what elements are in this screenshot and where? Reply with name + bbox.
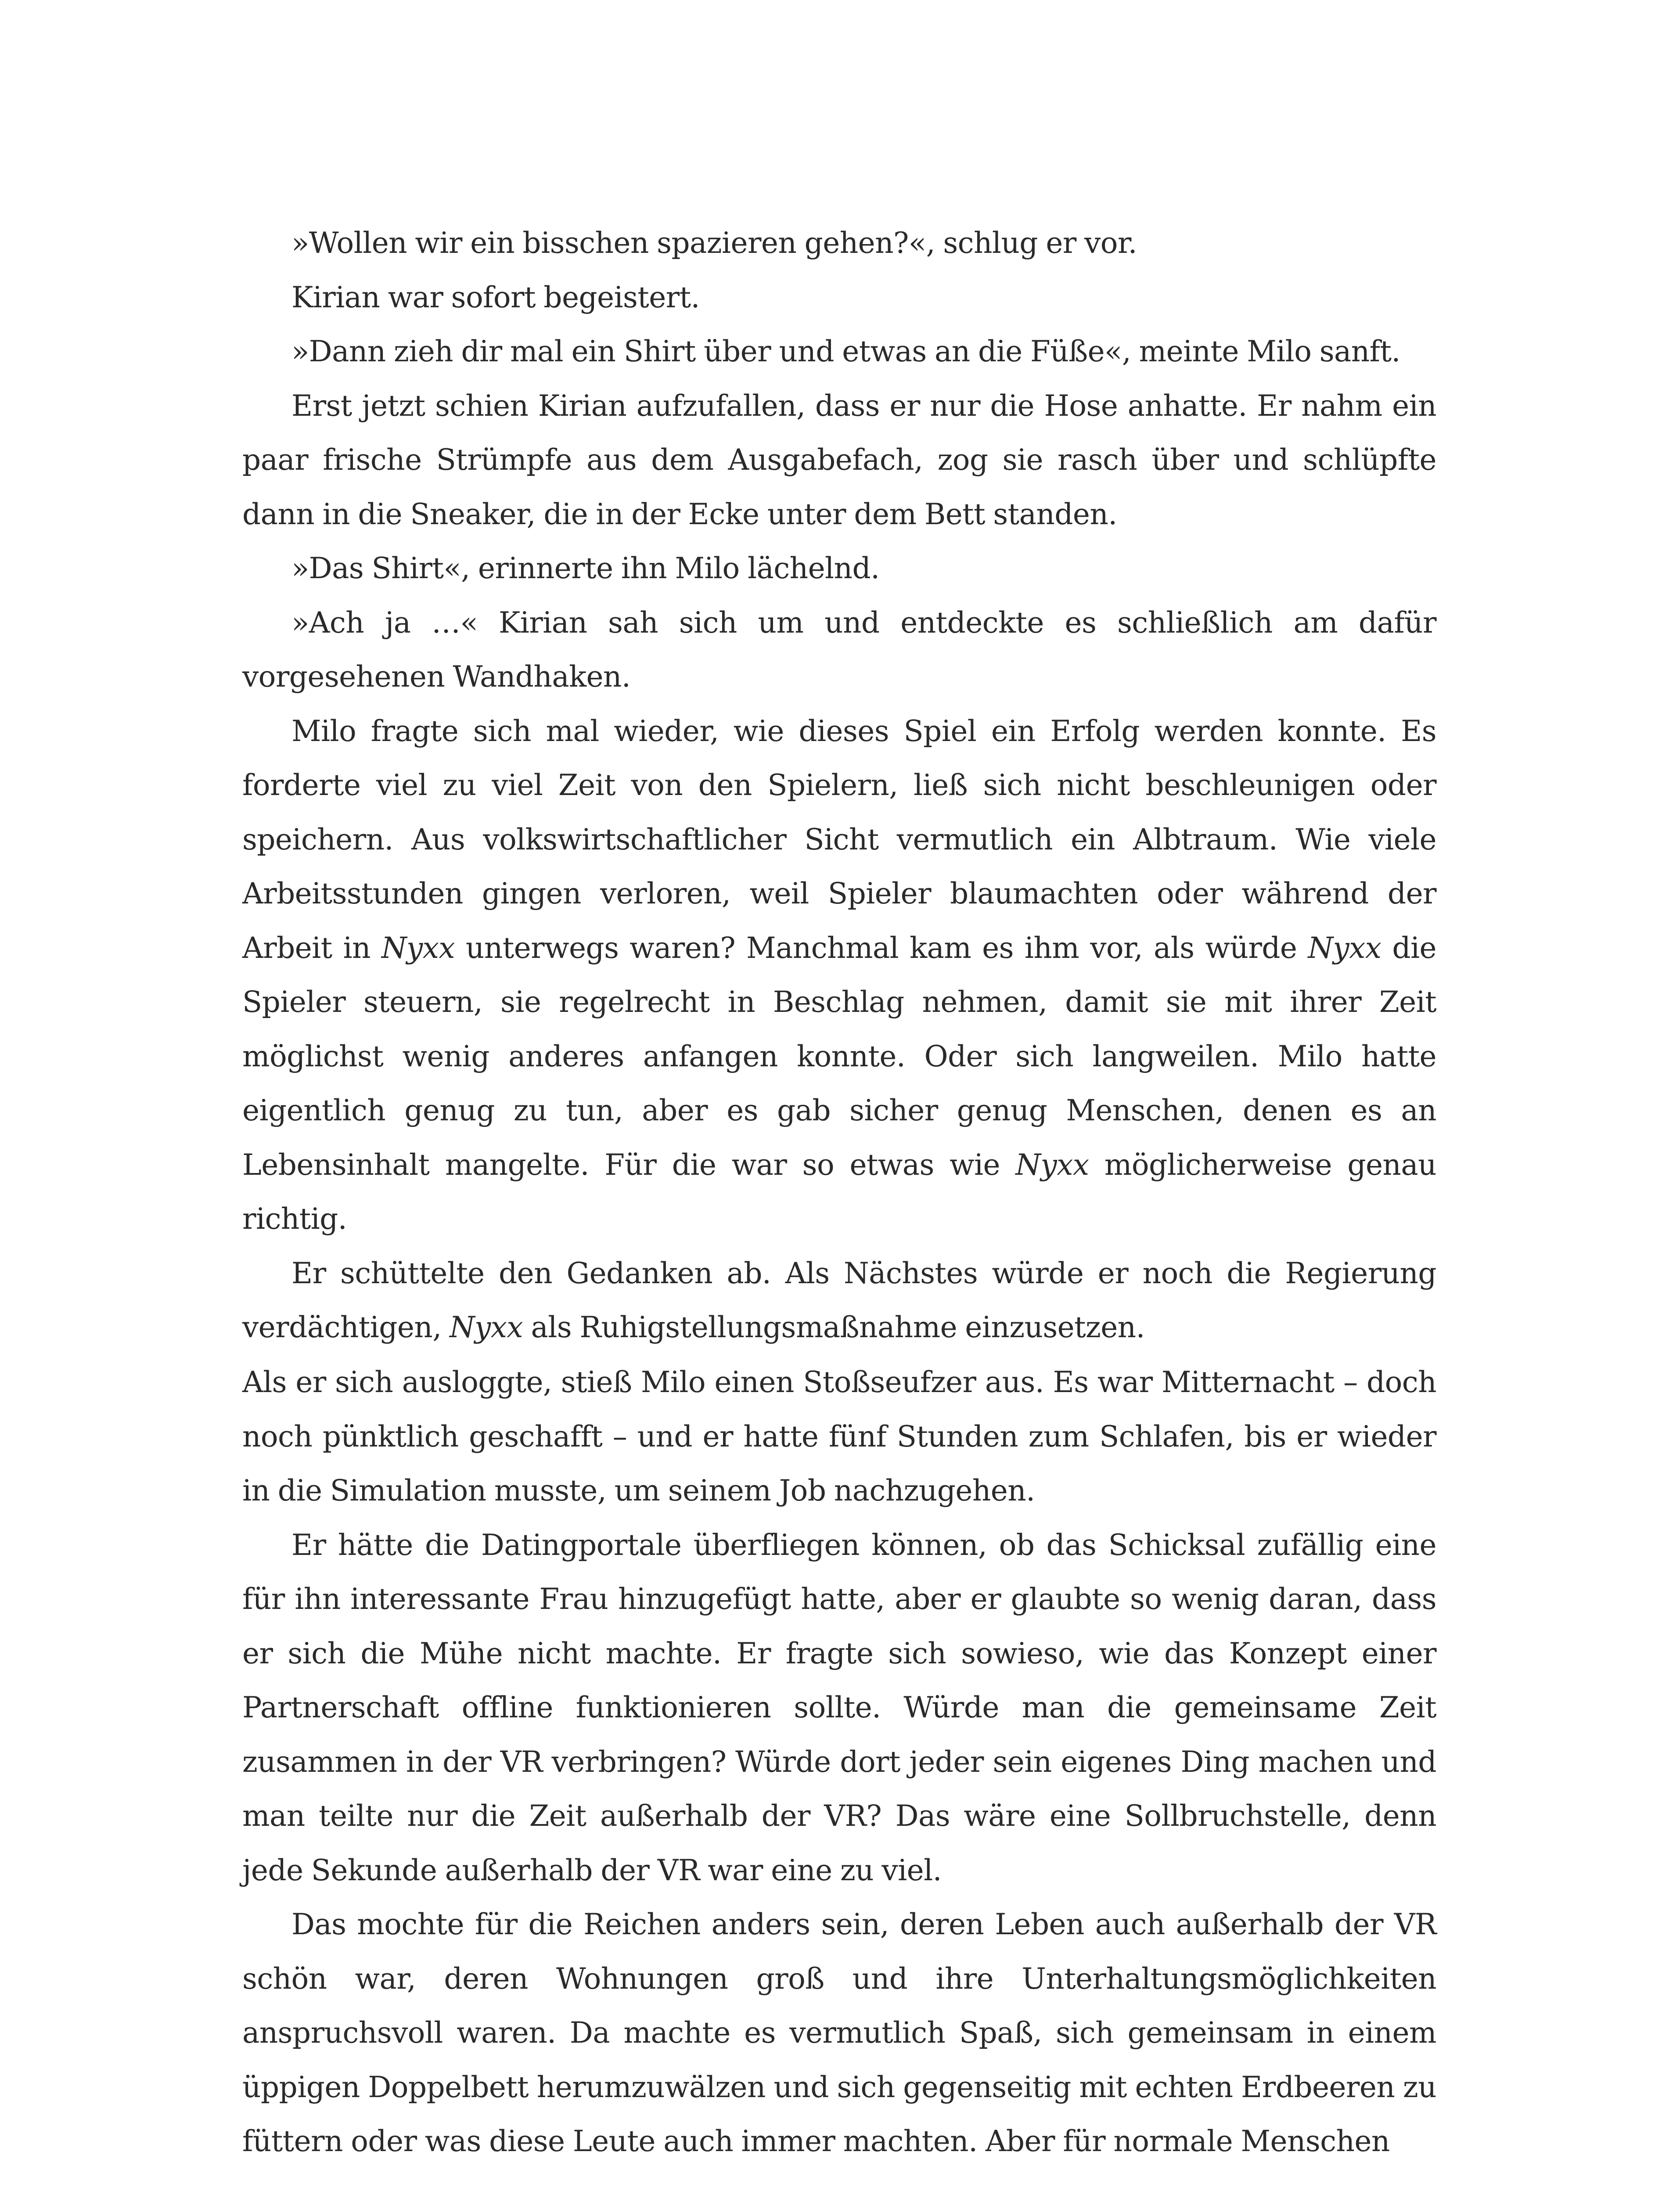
paragraph: Als er sich ausloggte, stieß Milo einen Stoßseufzer aus. Es war Mitternacht – doch noch pünktlich geschafft – und er hatte fünf Stunden zum Schlafen, bis er wieder in die Simulation musste, um seinem Job nachzugehen. xyxy=(242,1365,1436,1508)
game-title: Nyxx xyxy=(1308,931,1381,965)
paragraph: »Das Shirt«, erinnerte ihn Milo lächelnd. xyxy=(291,551,880,585)
paragraph: Erst jetzt schien Kirian aufzufallen, dass er nur die Hose anhatte. Er nahm ein paar frische Strümpfe aus dem Ausgabefach, zog sie rasch über und schlüpfte dann in die Sneaker, die in der Ecke unter dem Bett standen. xyxy=(242,389,1436,531)
paragraph: Er hätte die Datingportale überfliegen können, ob das Schicksal zufällig eine für ihn interessante Frau hinzugefügt hatte, aber er glaubte so wenig daran, dass er sich die Mühe nicht machte. Er fragte sich sowieso, wie das Konzept einer Partnerschaft offline funktionieren sollte. Würde man die gemeinsame Zeit zusammen in der VR verbringen? Würde dort jeder sein eigenes Ding machen und man teilte nur die Zeit außerhalb der VR? Das wäre eine Sollbruchstelle, denn jede Sekunde außerhalb der VR war eine zu viel. xyxy=(242,1528,1436,1887)
paragraph: »Dann zieh dir mal ein Shirt über und etwas an die Füße«, meinte Milo sanft. xyxy=(291,335,1400,368)
text-section-top xyxy=(242,216,1436,1355)
paragraph: Kirian war sofort begeistert. xyxy=(291,280,700,314)
paragraph: Das mochte für die Reichen anders sein, deren Leben auch außerhalb der VR schön war, deren Wohnungen groß und ihre Unterhaltungsmöglichkeiten anspruchsvoll waren. Da machte es vermutlich Spaß, sich gemeinsam in einem üppigen Doppelbett herumzuwälzen und sich gegenseitig mit echten Erdbeeren zu füttern oder was diese Leute auch immer machten. Aber für normale Menschen xyxy=(242,1907,1436,2158)
paragraph: Milo fragte sich mal wieder, wie dieses Spiel ein Erfolg werden konnte. Es forderte viel zu viel Zeit von den Spielern, ließ sich nicht beschleunigen oder speichern. Aus volkswirtschaftlicher Sicht vermutlich ein Albtraum. Wie viele Arbeitsstunden gingen verloren, weil Spieler blaumachten oder während der Arbeit in Nyxx unterwegs waren? Manchmal kam es ihm vor, als würde Nyxx die Spieler steuern, sie regelrecht in Beschlag nehmen, damit sie mit ihrer Zeit möglichst wenig anderes anfangen konnte. Oder sich langweilen. Milo hatte eigentlich genug zu tun, aber es gab sicher genug Menschen, denen es an Lebensinhalt mangelte. Für die war so etwas wie Nyxx möglicherweise genau richtig. xyxy=(242,714,1436,1236)
game-title: Nyxx xyxy=(1015,1148,1089,1182)
paragraph: Er schüttelte den Gedanken ab. Als Nächstes würde er noch die Regierung verdächtigen, Nyxx als Ruhigstellungsmaßnahme einzusetzen. xyxy=(242,1256,1436,1344)
text-section-bottom xyxy=(242,1355,1436,2169)
game-title: Nyxx xyxy=(381,931,455,965)
game-title: Nyxx xyxy=(449,1310,523,1344)
paragraph: »Wollen wir ein bisschen spazieren gehen?«, schlug er vor. xyxy=(291,226,1137,260)
paragraph: »Ach ja …« Kirian sah sich um und entdeckte es schließlich am dafür vorgesehenen Wandhaken. xyxy=(242,605,1436,694)
